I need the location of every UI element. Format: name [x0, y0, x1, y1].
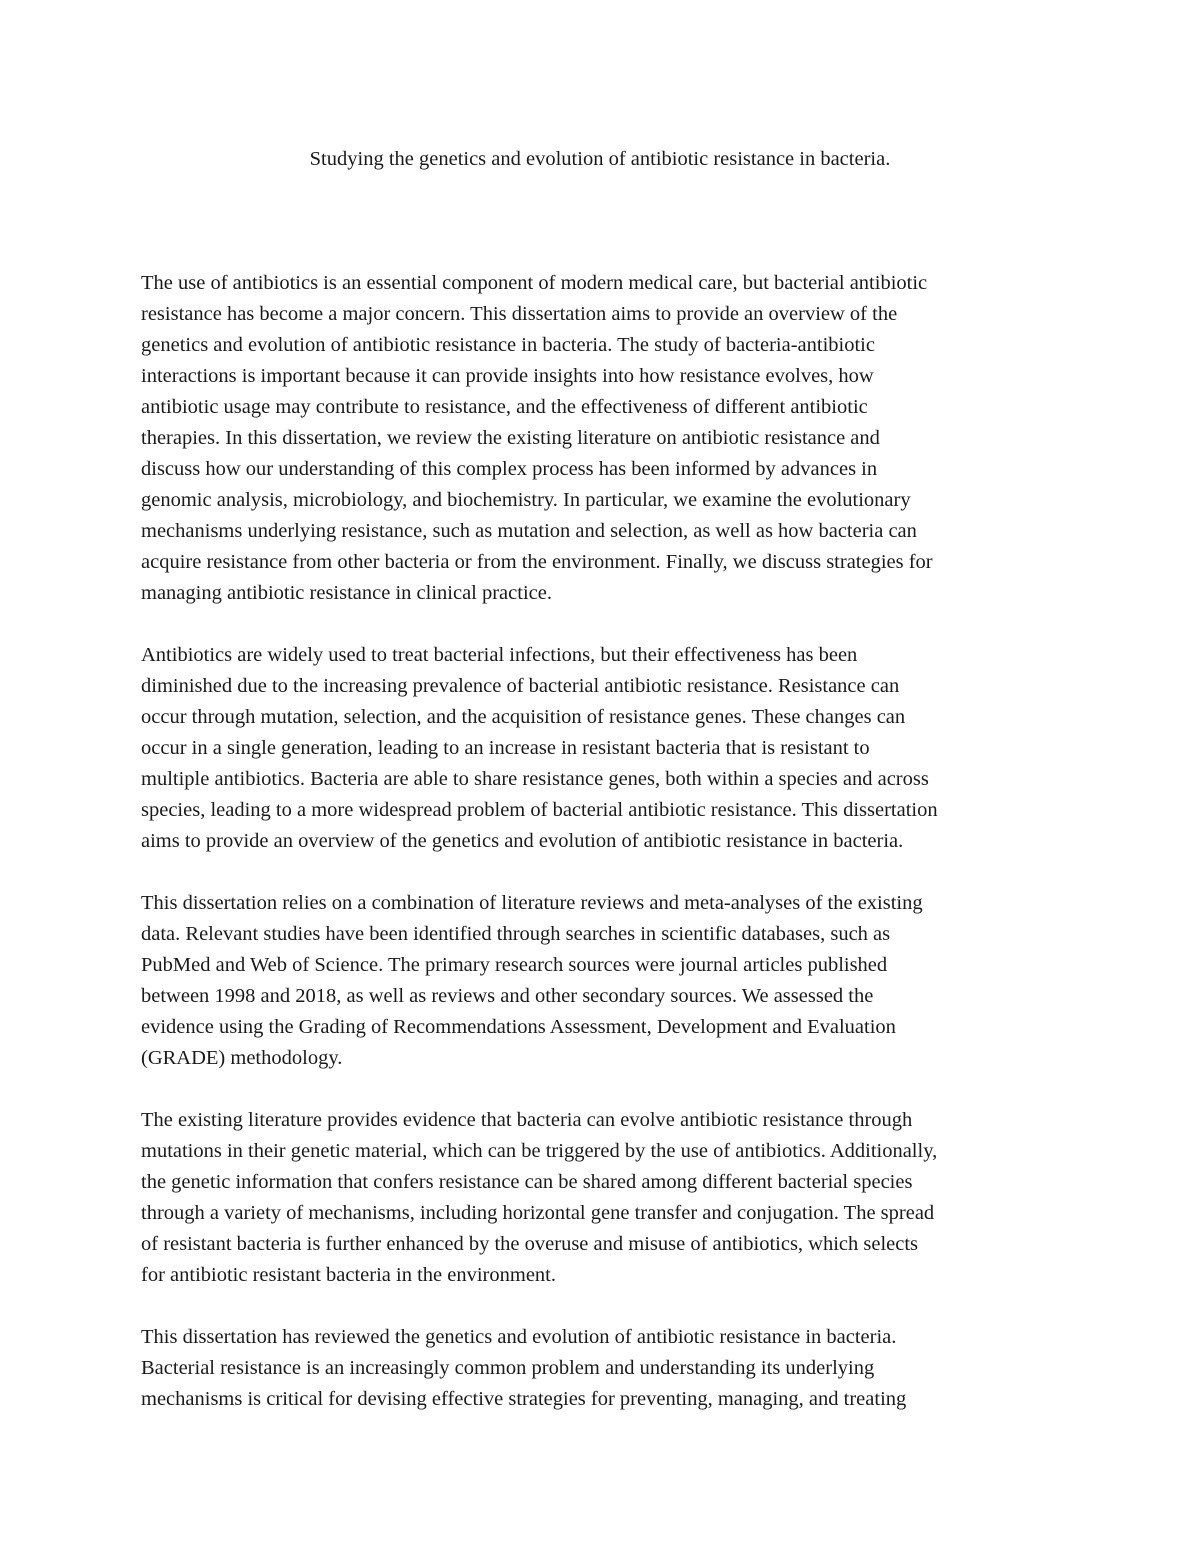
text-line: for antibiotic resistant bacteria in the environment.	[141, 1264, 556, 1286]
text-line: between 1998 and 2018, as well as reviews and other secondary sources. We assessed the	[141, 985, 874, 1007]
text-line: aims to provide an overview of the genetics and evolution of antibiotic resistance in bacteria.	[141, 830, 904, 852]
text-line: The existing literature provides evidence that bacteria can evolve antibiotic resistance through	[141, 1109, 913, 1131]
text-line: occur in a single generation, leading to an increase in resistant bacteria that is resistant to	[141, 737, 870, 759]
text-line: through a variety of mechanisms, including horizontal gene transfer and conjugation. The spread	[141, 1202, 935, 1224]
document-title: Studying the genetics and evolution of antibiotic resistance in bacteria.	[309, 148, 891, 170]
text-line: data. Relevant studies have been identified through searches in scientific databases, such as	[141, 923, 891, 945]
text-line: managing antibiotic resistance in clinical practice.	[141, 582, 552, 604]
text-line: species, leading to a more widespread problem of bacterial antibiotic resistance. This dissertation	[141, 799, 938, 821]
paragraph-conclusion	[141, 1322, 1076, 1415]
text-line: Antibiotics are widely used to treat bacterial infections, but their effectiveness has been	[141, 644, 858, 666]
text-line: discuss how our understanding of this complex process has been informed by advances in	[141, 458, 878, 480]
paragraph-introduction	[141, 268, 1076, 609]
text-line: of resistant bacteria is further enhanced by the overuse and misuse of antibiotics, which selects	[141, 1233, 919, 1255]
text-line: The use of antibiotics is an essential component of modern medical care, but bacterial antibiotic	[141, 272, 928, 294]
text-line: diminished due to the increasing prevalence of bacterial antibiotic resistance. Resistance can	[141, 675, 900, 697]
text-line: the genetic information that confers resistance can be shared among different bacterial species	[141, 1171, 913, 1193]
text-line: This dissertation relies on a combination of literature reviews and meta-analyses of the existing	[141, 892, 923, 914]
paragraph-methods	[141, 888, 1076, 1074]
text-line: This dissertation has reviewed the genetics and evolution of antibiotic resistance in bacteria.	[141, 1326, 897, 1348]
text-line: genetics and evolution of antibiotic resistance in bacteria. The study of bacteria-antibiotic	[141, 334, 875, 356]
paragraph-background	[141, 640, 1076, 857]
document-body	[141, 268, 1076, 1446]
text-line: PubMed and Web of Science. The primary research sources were journal articles published	[141, 954, 888, 976]
text-line: mutations in their genetic material, which can be triggered by the use of antibiotics. Additionally,	[141, 1140, 938, 1162]
text-line: therapies. In this dissertation, we review the existing literature on antibiotic resistance and	[141, 427, 880, 449]
paragraph-results	[141, 1105, 1076, 1291]
text-line: genomic analysis, microbiology, and biochemistry. In particular, we examine the evolutionary	[141, 489, 911, 511]
text-line: mechanisms underlying resistance, such as mutation and selection, as well as how bacteria can	[141, 520, 917, 542]
text-line: occur through mutation, selection, and the acquisition of resistance genes. These changes can	[141, 706, 906, 728]
text-line: (GRADE) methodology.	[141, 1047, 343, 1069]
text-line: mechanisms is critical for devising effective strategies for preventing, managing, and treating	[141, 1388, 907, 1410]
text-line: Bacterial resistance is an increasingly common problem and understanding its underlying	[141, 1357, 875, 1379]
text-line: acquire resistance from other bacteria or from the environment. Finally, we discuss strategies for	[141, 551, 933, 573]
text-line: antibiotic usage may contribute to resistance, and the effectiveness of different antibiotic	[141, 396, 868, 418]
text-line: multiple antibiotics. Bacteria are able to share resistance genes, both within a species and across	[141, 768, 929, 790]
text-line: evidence using the Grading of Recommendations Assessment, Development and Evaluation	[141, 1016, 896, 1038]
text-line: resistance has become a major concern. This dissertation aims to provide an overview of the	[141, 303, 898, 325]
text-line: interactions is important because it can provide insights into how resistance evolves, how	[141, 365, 874, 387]
